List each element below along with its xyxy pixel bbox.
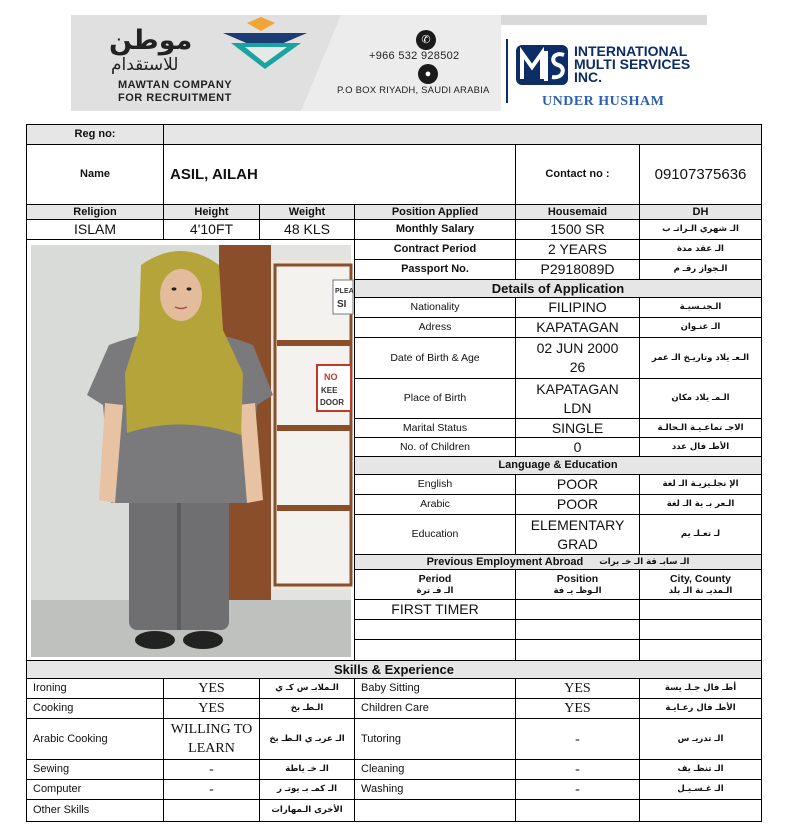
marital-status-arabic: الاجـ تماعـيـة الـحالـة [639, 418, 762, 438]
english-arabic: الإ نجلـيزيـة الـ لغة [639, 474, 762, 495]
washing-label: Washing [354, 779, 516, 800]
dob-age-value [515, 337, 640, 379]
washing-arabic: الـ غـسـيـل [639, 779, 762, 800]
dob-value: 02 JUN 2000 [536, 340, 619, 356]
monthly-salary-label: Monthly Salary [354, 219, 516, 240]
employment-title-arabic: الـ سابـ قة الـ خـ برات [599, 556, 690, 567]
employment-row-1-period: FIRST TIMER [354, 599, 516, 620]
employment-row-3-period [354, 639, 516, 661]
arabic-cooking-label: Arabic Cooking [26, 718, 164, 760]
position-header-arabic: الـوظـ يـ فة [553, 585, 602, 596]
arabic-cooking-value [163, 718, 260, 760]
education-arabic: لـ تعـلـ يم [639, 514, 762, 555]
monthly-salary-value: 1500 SR [515, 219, 640, 240]
english-value: POOR [515, 474, 640, 495]
position-header-label: Position [556, 572, 599, 585]
washing-value: - [515, 779, 640, 800]
reg-label: Reg no: [26, 124, 164, 145]
computer-arabic: الـ كمـ بـ يوتـ ر [259, 779, 355, 800]
education-label: Education [354, 514, 516, 555]
children-care-label: Children Care [354, 698, 516, 719]
employment-row-2-city [639, 619, 762, 640]
address: P.O BOX RIYADH, SAUDI ARABIA [337, 85, 490, 96]
mawtan-chevron-logo-icon [221, 21, 311, 73]
photo-sign-2a: NO [324, 372, 338, 382]
cleaning-arabic: الـ تنظـ يف [639, 759, 762, 780]
birthplace-value [515, 378, 640, 419]
photo-sign-2b: KEE [321, 386, 338, 395]
address-value: KAPATAGAN [515, 317, 640, 338]
employment-row-3-position [515, 639, 640, 661]
partner-company-name [574, 45, 690, 84]
cooking-value: YES [163, 698, 260, 719]
cooking-arabic: الـطـ بخ [259, 698, 355, 719]
contract-period-value: 2 YEARS [515, 239, 640, 260]
employment-row-2-period [354, 619, 516, 640]
age-value: 26 [569, 359, 586, 375]
arabic-cooking-value-line2: LEARN [188, 741, 235, 756]
education-value-line1: ELEMENTARY [530, 516, 625, 533]
religion-header: Religion [26, 204, 164, 220]
employment-row-1-city [639, 599, 762, 620]
address-label: Adress [354, 317, 516, 338]
photo-sign-2c: DOOR [320, 398, 344, 407]
company-logo-arabic: موطن [109, 25, 193, 56]
ironing-label: Ironing [26, 678, 164, 699]
partner-subtitle: UNDER HUSHAM [542, 94, 665, 109]
cleaning-value: - [515, 759, 640, 780]
city-header-arabic: الـمديـ نة الـ بلد [668, 585, 733, 596]
height-value: 4'10FT [163, 219, 260, 240]
name-label: Name [26, 144, 164, 205]
period-header [354, 569, 516, 600]
partner-name-line1: INTERNATIONAL [574, 43, 688, 59]
weight-header: Weight [259, 204, 355, 220]
ironing-value: YES [163, 678, 260, 699]
phone-icon: ✆ [416, 30, 436, 50]
passport-value: P2918089D [515, 259, 640, 280]
other-skills-value [163, 799, 260, 822]
company-name-line2: FOR RECRUITMENT [118, 92, 232, 104]
children-care-value: YES [515, 698, 640, 719]
employment-title: Previous Employment Abroad [426, 555, 584, 568]
location-pin-icon: ● [418, 64, 438, 84]
baby-sitting-label: Baby Sitting [354, 678, 516, 699]
city-header [639, 569, 762, 600]
education-value-line2: GRAD [557, 535, 598, 552]
children-label: No. of Children [354, 437, 516, 457]
cooking-label: Cooking [26, 698, 164, 719]
details-section-title: Details of Application [354, 279, 762, 298]
monthly-salary-arabic: الـ شهري الـراتـ ب [639, 219, 762, 240]
position-col-header [515, 569, 640, 600]
computer-label: Computer [26, 779, 164, 800]
marital-status-label: Marital Status [354, 418, 516, 438]
contract-period-arabic: الـ عقد مدة [639, 239, 762, 260]
dob-age-arabic: الـعـ يلاد وتاريـخ الـ عمر [639, 337, 762, 379]
cleaning-label: Cleaning [354, 759, 516, 780]
weight-value: 48 KLS [259, 219, 355, 240]
marital-status-value: SINGLE [515, 418, 640, 438]
phone-number: +966 532 928502 [369, 50, 460, 62]
applicant-photo [31, 245, 354, 657]
passport-label: Passport No. [354, 259, 516, 280]
housemaid-header: Housemaid [515, 204, 640, 220]
header-banner [71, 15, 707, 111]
birthplace-label: Place of Birth [354, 378, 516, 419]
company-name-line1: MAWTAN COMPANY [118, 79, 233, 91]
period-header-label: Period [418, 572, 452, 585]
sewing-value: - [163, 759, 260, 780]
partner-name-line2: MULTI SERVICES [574, 56, 691, 72]
ims-logo-icon [514, 41, 570, 89]
blank-skill-label [354, 799, 516, 822]
blank-skill-arabic [639, 799, 762, 822]
contact-label: Contact no : [515, 144, 640, 205]
address-arabic: الـ عنـوان [639, 317, 762, 338]
computer-value: - [163, 779, 260, 800]
height-header: Height [163, 204, 260, 220]
position-header: Position Applied [354, 204, 516, 220]
arabic-label: Arabic [354, 494, 516, 515]
education-value [515, 514, 640, 555]
ironing-arabic: الـملابـ س كـ ي [259, 678, 355, 699]
reg-value [163, 124, 762, 145]
skills-section-title: Skills & Experience [26, 660, 762, 679]
employment-section-title [354, 554, 762, 570]
arabic-cooking-arabic: الـ عربـ ي الـطـ بخ [259, 718, 355, 760]
arabic-arabic: الـعر بـ ية الـ لغة [639, 494, 762, 515]
contract-period-label: Contract Period [354, 239, 516, 260]
children-value: 0 [515, 437, 640, 457]
city-header-label: City, County [669, 572, 732, 585]
other-skills-label: Other Skills [26, 799, 164, 822]
header-divider [506, 39, 508, 103]
baby-sitting-value: YES [515, 678, 640, 699]
english-label: English [354, 474, 516, 495]
company-name [118, 79, 232, 105]
period-header-arabic: الـ فـ ترة [416, 585, 454, 596]
nationality-label: Nationality [354, 297, 516, 318]
photo-sign-1a: PLEA [335, 288, 354, 295]
other-skills-arabic: الأخرى الـمهارات [259, 799, 355, 822]
blank-skill-value [515, 799, 640, 822]
company-logo-arabic-sub: للاستقدام [111, 55, 179, 75]
religion-value: ISLAM [26, 219, 164, 240]
dh-header: DH [639, 204, 762, 220]
language-section-title: Language & Education [354, 456, 762, 475]
tutoring-value: - [515, 718, 640, 760]
name-value: ASIL, AILAH [163, 144, 516, 205]
birthplace-value-line2: LDN [563, 399, 592, 416]
arabic-cooking-value-line1: WILLING TO [170, 722, 253, 737]
baby-sitting-arabic: أطـ فال جـلـ يسة [639, 678, 762, 699]
employment-row-2-position [515, 619, 640, 640]
children-arabic: الأطـ فال عدد [639, 437, 762, 457]
employment-row-1-position [515, 599, 640, 620]
tutoring-label: Tutoring [354, 718, 516, 760]
sewing-label: Sewing [26, 759, 164, 780]
passport-arabic: الـجواز رقـ م [639, 259, 762, 280]
birthplace-arabic: الـمـ يلاد مكان [639, 378, 762, 419]
photo-sign-1b: SI [337, 299, 347, 310]
partner-name-line3: INC. [574, 69, 602, 85]
nationality-arabic: الـجنـسيـة [639, 297, 762, 318]
children-care-arabic: الأطـ فال رعـايـة [639, 698, 762, 719]
birthplace-value-line1: KAPATAGAN [536, 380, 619, 397]
dob-age-label: Date of Birth & Age [354, 337, 516, 379]
nationality-value: FILIPINO [515, 297, 640, 318]
contact-value: 09107375636 [639, 144, 762, 205]
arabic-value: POOR [515, 494, 640, 515]
tutoring-arabic: الـ تدريـ س [639, 718, 762, 760]
sewing-arabic: الـ خـ ياطة [259, 759, 355, 780]
employment-row-3-city [639, 639, 762, 661]
